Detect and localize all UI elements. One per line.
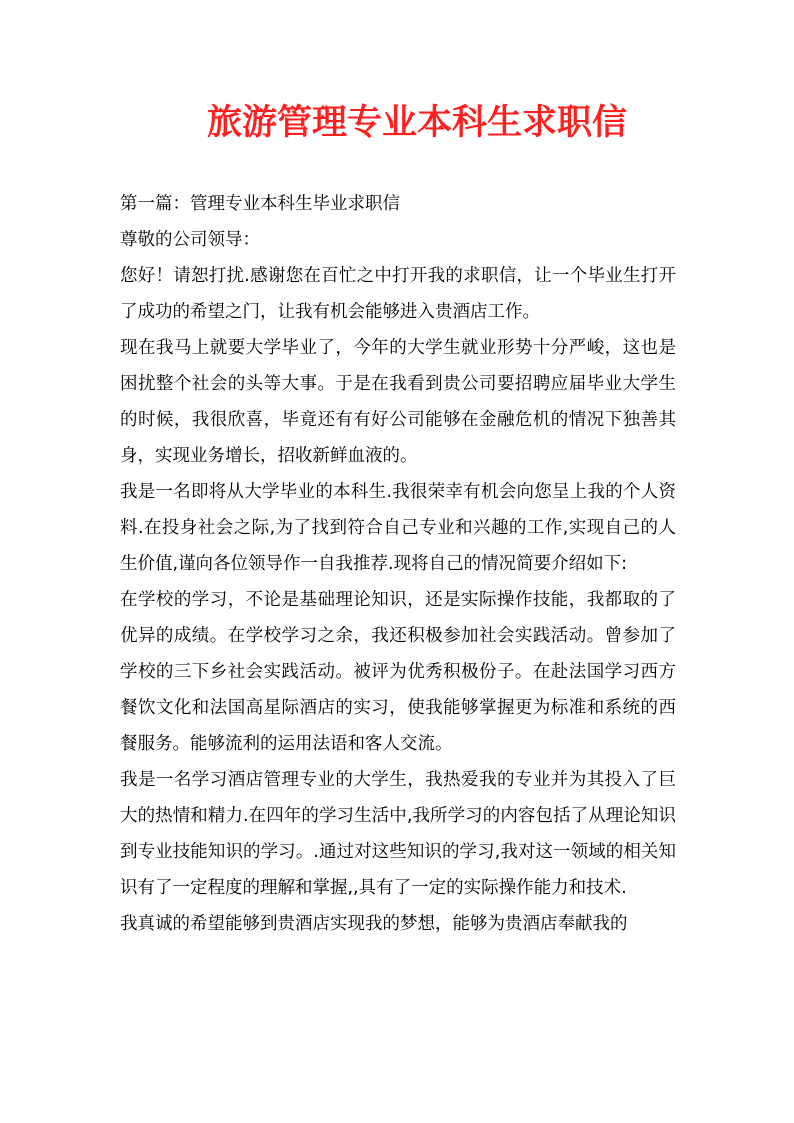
paragraph-greeting: 您好！请恕打扰.感谢您在百忙之中打开我的求职信，让一个毕业生打开了成功的希望之门，让我有机会能够进入贵酒店工作。 xyxy=(120,266,676,322)
section-heading: 第一篇：管理专业本科生毕业求职信 xyxy=(120,194,400,214)
document-body xyxy=(120,186,676,942)
paragraph-hope: 我真诚的希望能够到贵酒店实现我的梦想，能够为贵酒店奉献我的 xyxy=(120,914,628,934)
paragraph-employment-situation: 现在我马上就要大学毕业了，今年的大学生就业形势十分严峻，这也是困扰整个社会的头等大事。于是在我看到贵公司要招聘应届毕业大学生的时候，我很欣喜，毕竟还有有好公司能够在金融危机的情况下独善其身，实现业务增长，招收新鲜血液的。 xyxy=(120,338,676,466)
paragraph-major: 我是一名学习酒店管理专业的大学生，我热爱我的专业并为其投入了巨大的热情和精力.在四年的学习生活中,我所学习的内容包括了从理论知识到专业技能知识的学习。.通过对这些知识的学习,我对这一领域的相关知识有了一定程度的理解和掌握,,具有了一定的实际操作能力和技术. xyxy=(120,770,676,898)
document-title: 旅游管理专业本科生求职信 xyxy=(206,102,627,143)
paragraph-school-study: 在学校的学习，不论是基础理论知识，还是实际操作技能，我都取的了优异的成绩。在学校学习之余，我还积极参加社会实践活动。曾参加了学校的三下乡社会实践活动。被评为优秀积极份子。在赴法国学习西方餐饮文化和法国高星际酒店的实习，使我能够掌握更为标准和系统的西餐服务。能够流利的运用法语和客人交流。 xyxy=(120,590,676,754)
paragraph-self-introduction: 我是一名即将从大学毕业的本科生.我很荣幸有机会向您呈上我的个人资料.在投身社会之际,为了找到符合自己专业和兴趣的工作,实现自己的人生价值,谨向各位领导作一自我推荐.现将自己的情况简要介绍如下: xyxy=(120,482,676,574)
salutation: 尊敬的公司领导： xyxy=(120,230,260,250)
